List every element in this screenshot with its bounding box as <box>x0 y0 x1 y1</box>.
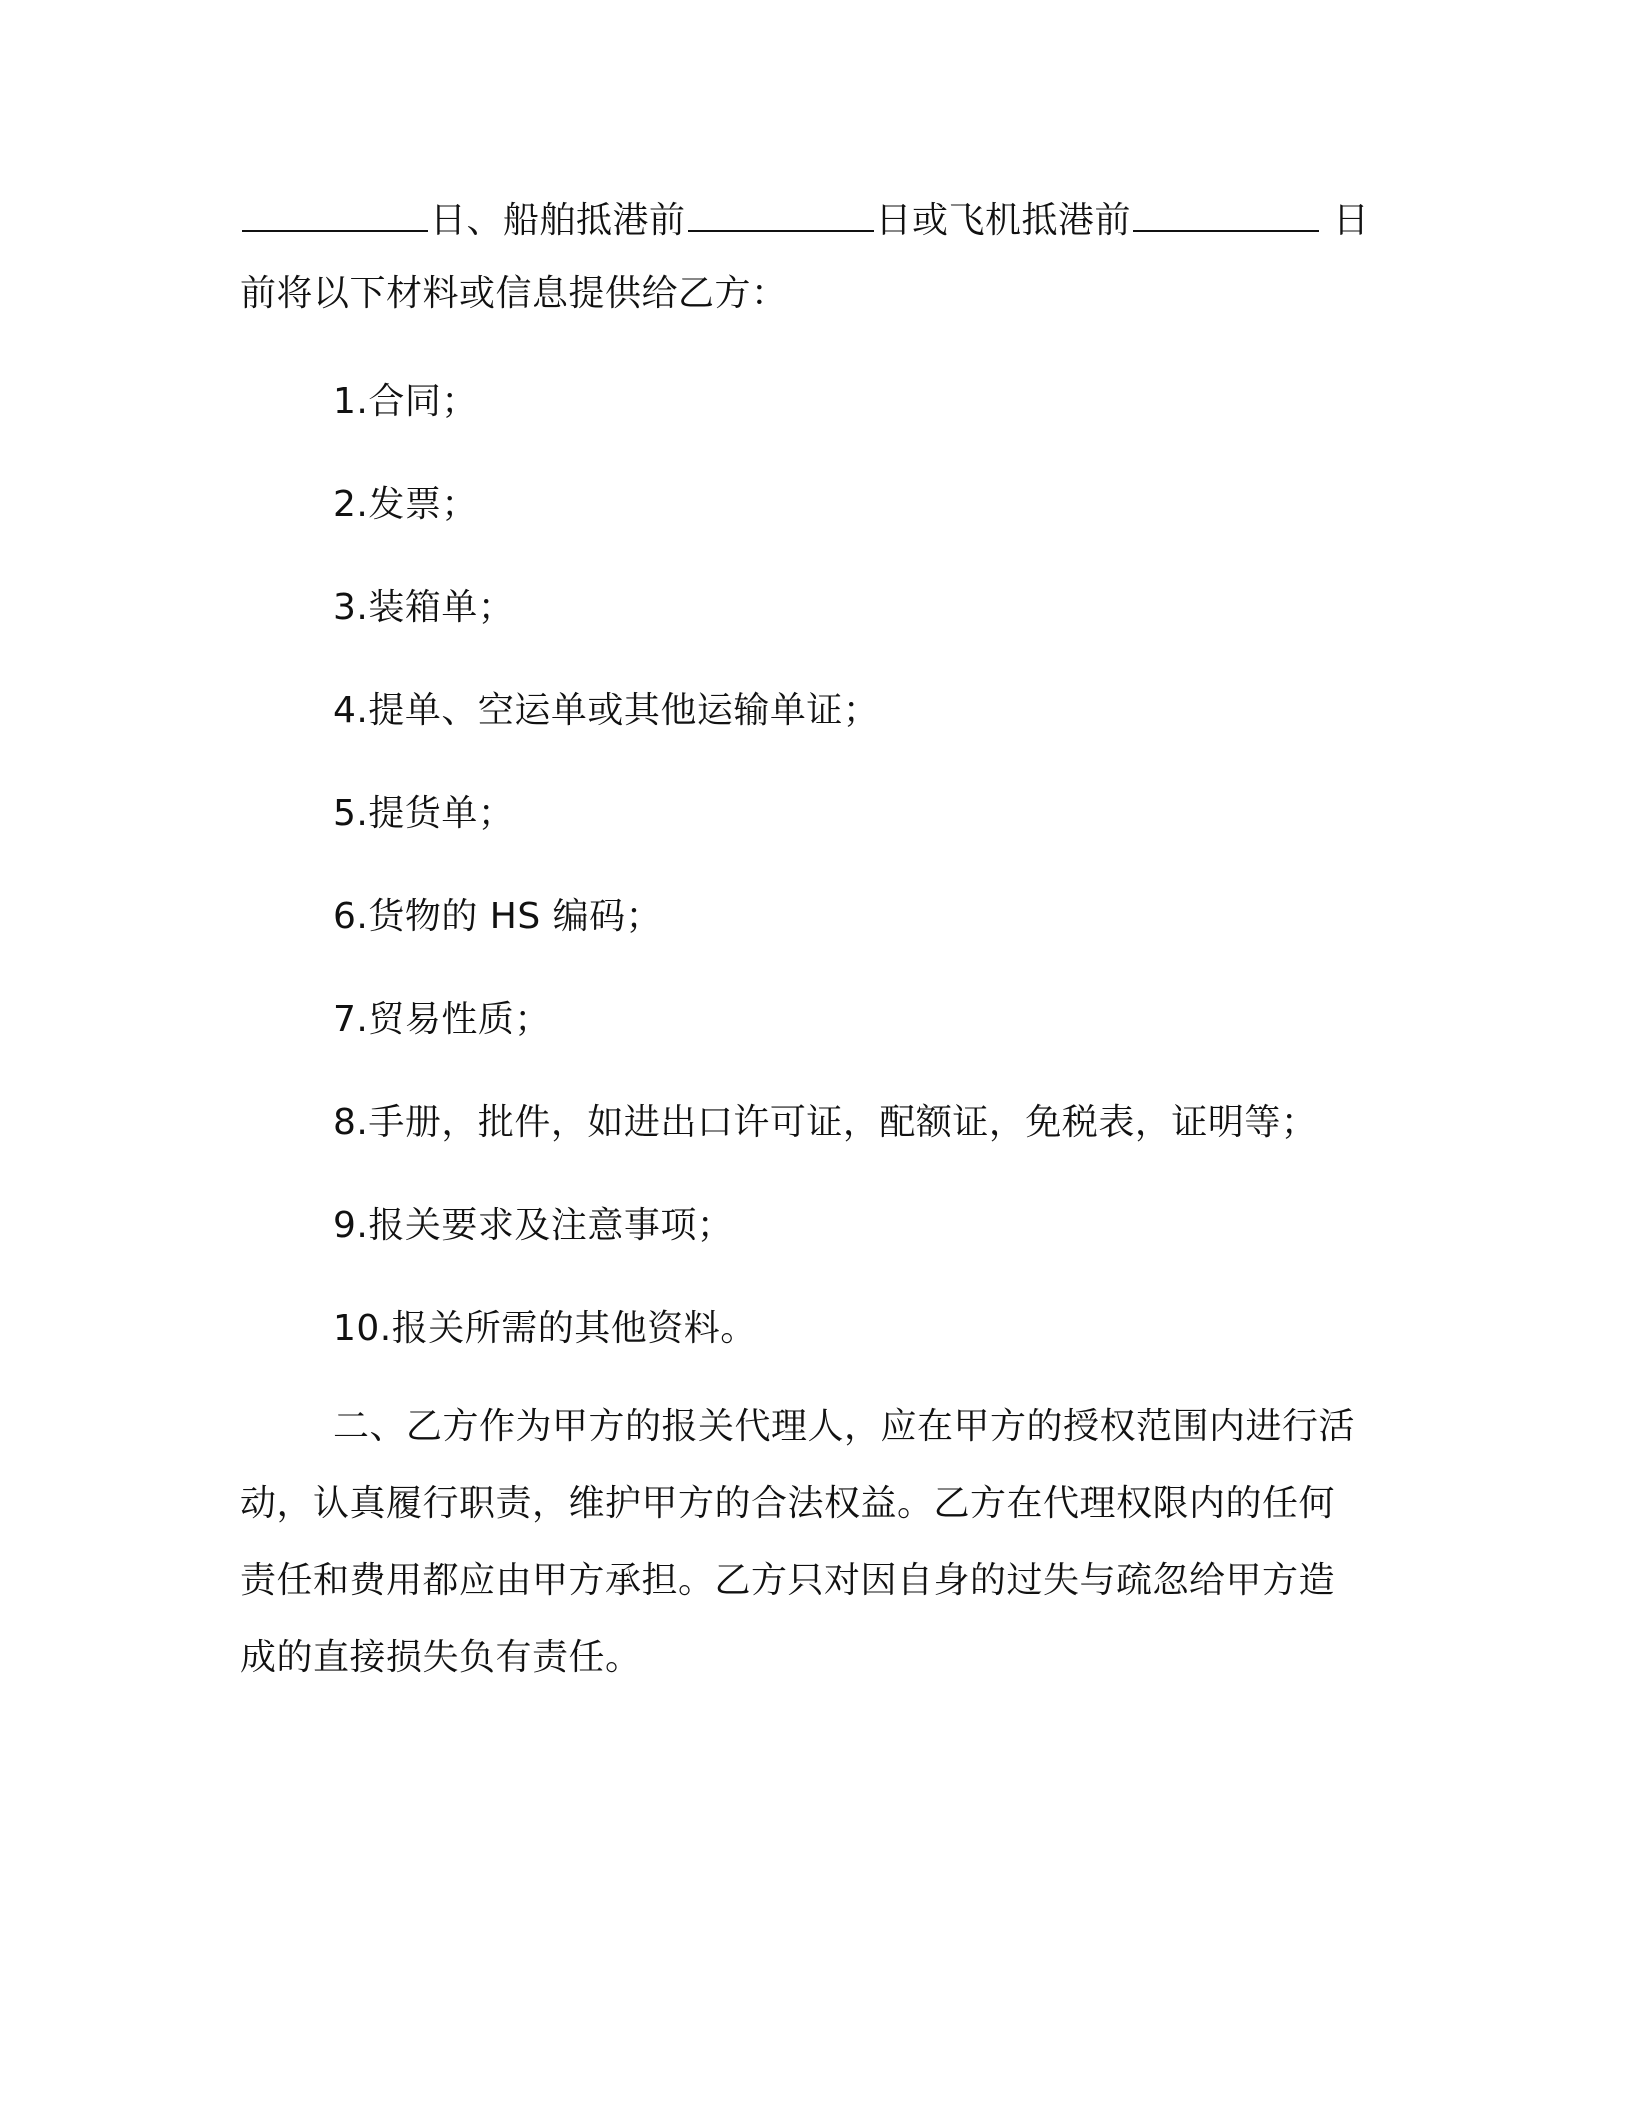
blank-field-3 <box>1133 194 1319 232</box>
list-item: 1.合同； <box>333 381 478 422</box>
list-item: 4.提单、空运单或其他运输单证； <box>333 690 880 731</box>
list-item: 5.提货单； <box>333 793 515 834</box>
section-2-line: 责任和费用都应由甲方承担。乙方只对因自身的过失与疏忽给甲方造 <box>240 1560 1336 1601</box>
intro-line-2: 前将以下材料或信息提供给乙方： <box>240 273 788 314</box>
list-item: 3.装箱单； <box>333 587 515 628</box>
list-item: 6.货物的 HS 编码； <box>333 896 663 937</box>
section-2-line: 成的直接损失负有责任。 <box>240 1637 642 1678</box>
intro-line-1 <box>240 194 1370 247</box>
intro-text-3: 日 <box>1332 200 1370 241</box>
section-2-line: 二、乙方作为甲方的报关代理人，应在甲方的授权范围内进行活 <box>333 1406 1356 1447</box>
blank-field-2 <box>688 194 874 232</box>
section-2-line: 动，认真履行职责，维护甲方的合法权益。乙方在代理权限内的任何 <box>240 1483 1336 1524</box>
list-item: 8.手册，批件，如进出口许可证，配额证，免税表，证明等； <box>333 1102 1318 1143</box>
intro-text-1: 日、船舶抵港前 <box>430 200 686 241</box>
list-item: 2.发票； <box>333 484 478 525</box>
list-item: 10.报关所需的其他资料。 <box>333 1308 757 1349</box>
blank-field-1 <box>242 194 428 232</box>
list-item: 9.报关要求及注意事项； <box>333 1205 734 1246</box>
intro-text-2: 日或飞机抵港前 <box>875 200 1132 241</box>
list-item: 7.贸易性质； <box>333 999 551 1040</box>
